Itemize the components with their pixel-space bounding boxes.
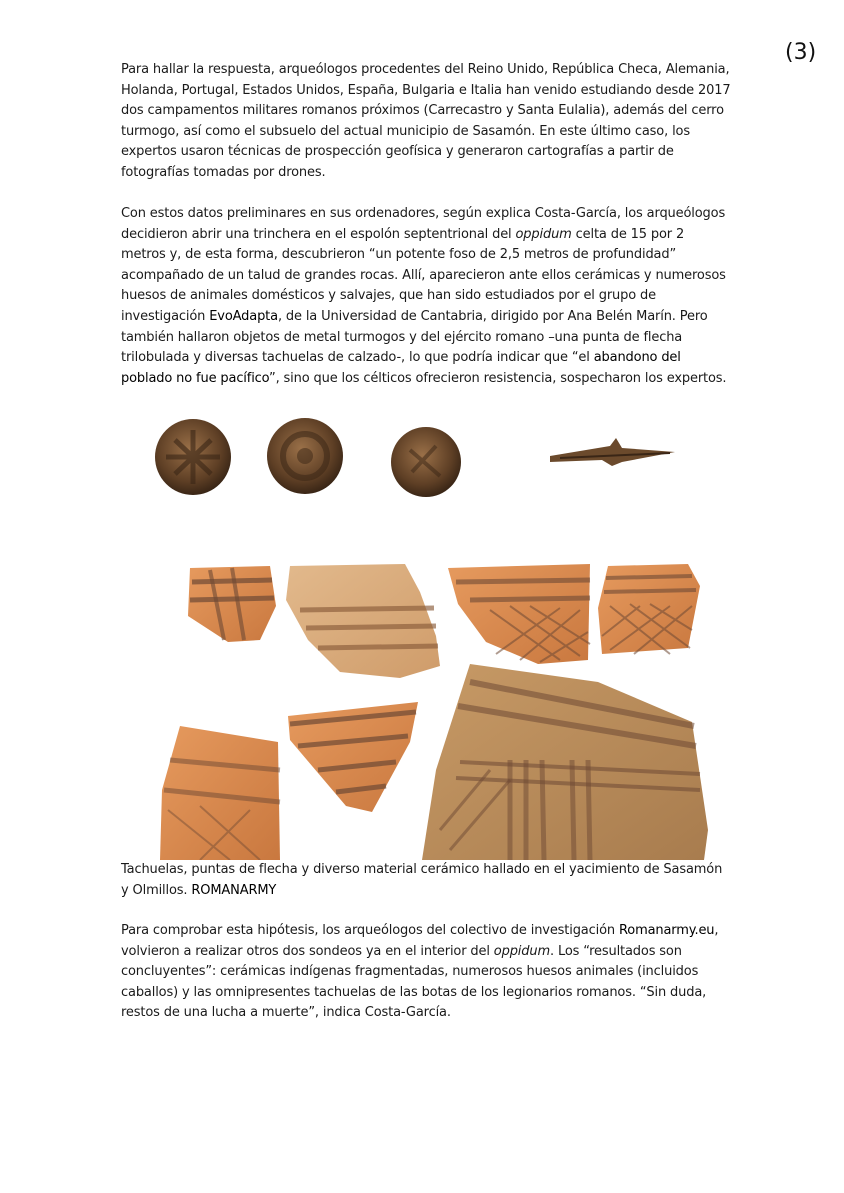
romanarmy-link[interactable]: Romanarmy.eu	[618, 923, 715, 938]
paragraph-2-text-d: ”, sino que los célticos ofrecieron resistencia, sospecharon los expertos.	[269, 370, 727, 386]
paragraph-3-text-a: Para comprobar esta hipótesis, los arqueólogos del colectivo de investigación	[121, 923, 619, 938]
oppidum-term-2: oppidum	[493, 943, 550, 959]
paragraph-1: Para hallar la respuesta, arqueólogos procedentes del Reino Unido, República Checa, Alemania, Holanda, Portugal, Estados Unidos, España, Bulgaria e Italia han venido estudiando desde 2017 dos campamentos militares romanos próximos (Carrecastro y Santa Eulalia), además del cerro turmogo, así como el subsuelo del actual municipio de Sasamón. En este último caso, los expertos usaron técnicas de prospección geofísica y generaron cartografías a partir de fotografías tomadas por drones.	[121, 62, 731, 180]
hobnail-3	[391, 427, 461, 497]
ceramic-sherd-1	[188, 566, 276, 642]
oppidum-term: oppidum	[515, 226, 572, 242]
ceramic-sherd-7	[422, 664, 708, 860]
photo-caption	[121, 860, 731, 901]
arrowhead	[550, 438, 675, 466]
paragraph-2-text-c: , de la Universidad de Cantabria, dirigido por Ana Belén Marín. Pero también hallaron objetos de metal turmogos y del ejército romano –una punta de flecha trilobulada y diversas tachuelas de calzado-, lo que podría indicar que “el	[121, 308, 708, 366]
ceramic-sherd-4	[598, 564, 700, 654]
paragraph-2	[121, 204, 731, 389]
ceramic-sherd-6	[160, 726, 280, 860]
ceramic-sherd-5	[288, 702, 418, 812]
abandono-link[interactable]: abandono del poblado no fue pacífico	[121, 350, 681, 386]
paragraph-2-text-b: celta de 15 por 2 metros y, de esta forma, descubrieron “un potente foso de 2,5 metros de profundidad” acompañado de un talud de grandes rocas. Allí, aparecieron ante ellos cerámicas y numerosos huesos de animales domésticos y salvajes, que han sido estudiados por el grupo de investigación	[121, 226, 726, 324]
ceramic-sherd-3	[448, 564, 590, 664]
hobnail-2	[267, 418, 343, 494]
paragraph-3	[121, 921, 731, 1024]
paragraph-3-text-b: , volvieron a realizar otros dos sondeos ya en el interior del	[121, 923, 719, 959]
hobnail-1	[155, 419, 231, 495]
caption-text: Tachuelas, puntas de flecha y diverso material cerámico hallado en el yacimiento de Sasamón y Olmillos.	[121, 862, 723, 898]
paragraph-3-text-c: . Los “resultados son concluyentes”: cerámicas indígenas fragmentadas, numerosos huesos animales (incluidos caballos) y las omnipresentes tachuelas de las botas de los legionarios romanos. “Sin duda, restos de una lucha a muerte”, indica Costa-García.	[121, 943, 707, 1021]
paragraph-2-text-a: Con estos datos preliminares en sus ordenadores, según explica Costa-García, los arqueólogos decidieron abrir una trinchera en el espolón septentrional del	[121, 206, 726, 242]
artifacts-photo	[140, 410, 720, 860]
ceramic-sherd-2	[286, 564, 440, 678]
evoadapta-link[interactable]: EvoAdapta	[209, 308, 278, 324]
page-number: (3)	[785, 40, 817, 65]
caption-credit: ROMANARMY	[191, 882, 277, 898]
